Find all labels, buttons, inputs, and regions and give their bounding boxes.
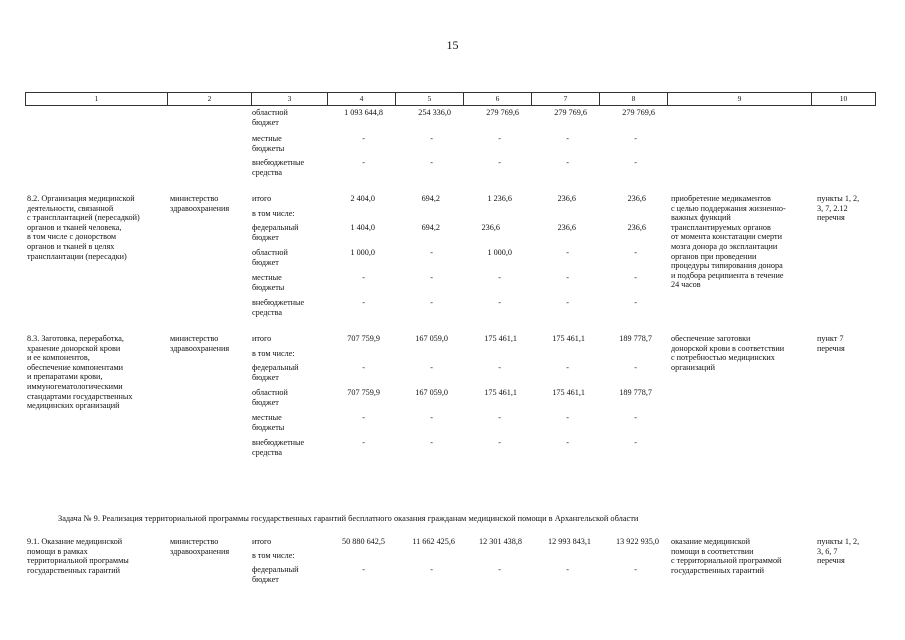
column-header-table: [25, 92, 876, 106]
budget-label: итого: [252, 194, 272, 203]
value-cell: 1 236,6: [487, 194, 512, 203]
value-cell: -: [362, 438, 365, 447]
value-cell: -: [430, 134, 433, 143]
value-cell: -: [634, 158, 637, 167]
value-cell: 254 336,0: [418, 108, 451, 117]
column-number: 5: [396, 93, 464, 106]
value-cell: 2 404,0: [350, 194, 375, 203]
value-cell: 236,6: [481, 223, 500, 232]
value-cell: -: [430, 438, 433, 447]
value-cell: -: [430, 413, 433, 422]
list-points: пункты 1, 2, 3, 7, 2.12 перечня: [817, 194, 860, 223]
value-cell: 13 922 935,0: [616, 537, 659, 546]
budget-label: итого: [252, 537, 272, 546]
value-cell: -: [430, 363, 433, 372]
value-cell: -: [498, 565, 501, 574]
budget-label: федеральный бюджет: [252, 565, 299, 584]
page-number: 15: [446, 38, 459, 52]
value-cell: 167 059,0: [415, 388, 448, 397]
value-cell: -: [498, 298, 501, 307]
value-cell: -: [566, 438, 569, 447]
value-cell: 175 461,1: [552, 388, 585, 397]
value-cell: 12 301 438,8: [479, 537, 522, 546]
budget-label: областной бюджет: [252, 388, 288, 407]
budget-label: итого: [252, 334, 272, 343]
value-cell: 236,6: [557, 223, 576, 232]
value-cell: -: [634, 134, 637, 143]
value-cell: -: [634, 363, 637, 372]
column-number: 6: [464, 93, 532, 106]
value-cell: -: [362, 565, 365, 574]
value-cell: -: [566, 413, 569, 422]
executor: министерство здравоохранения: [170, 537, 230, 556]
value-cell: 236,6: [557, 194, 576, 203]
budget-label: внебюджетные средства: [252, 158, 305, 177]
executor: министерство здравоохранения: [170, 334, 230, 353]
executor: министерство здравоохранения: [170, 194, 230, 213]
value-cell: 175 461,1: [484, 334, 517, 343]
list-points: пункт 7 перечня: [817, 334, 845, 353]
value-cell: -: [498, 363, 501, 372]
column-number: 3: [252, 93, 328, 106]
value-cell: -: [362, 273, 365, 282]
value-cell: -: [566, 298, 569, 307]
column-number: 2: [168, 93, 252, 106]
budget-label: в том числе:: [252, 551, 295, 560]
budget-label: федеральный бюджет: [252, 223, 299, 242]
value-cell: -: [498, 158, 501, 167]
column-number: 8: [600, 93, 668, 106]
value-cell: -: [634, 413, 637, 422]
value-cell: -: [362, 298, 365, 307]
value-cell: -: [498, 273, 501, 282]
value-cell: 236,6: [627, 194, 646, 203]
value-cell: -: [566, 273, 569, 282]
column-number: 10: [812, 93, 876, 106]
value-cell: 279 769,6: [554, 108, 587, 117]
value-cell: 707 759,9: [347, 388, 380, 397]
value-cell: 167 059,0: [415, 334, 448, 343]
value-cell: -: [566, 248, 569, 257]
value-cell: -: [566, 134, 569, 143]
expected-result: приобретение медикаментов с целью поддержания жизненно- важных функций трансплантируемых органов от момента констатации смерти мозга донора до эксплантации органов при проведении процедуры типирования донора и подбора реципиента в течение 24 часов: [671, 194, 786, 290]
task-heading: Задача № 9. Реализация территориальной программы государственных гарантий бесплатного оказания гражданам медицинской помощи в Архангельской области: [58, 514, 639, 523]
value-cell: 189 778,7: [619, 388, 652, 397]
value-cell: -: [430, 248, 433, 257]
value-cell: 1 093 644,8: [344, 108, 383, 117]
value-cell: -: [498, 438, 501, 447]
value-cell: -: [634, 248, 637, 257]
value-cell: 1 404,0: [350, 223, 375, 232]
value-cell: -: [362, 158, 365, 167]
expected-result: оказание медицинской помощи в соответствии с территориальной программой государственных гарантий: [671, 537, 782, 575]
column-number: 9: [668, 93, 812, 106]
value-cell: 11 662 425,6: [412, 537, 455, 546]
value-cell: -: [566, 363, 569, 372]
value-cell: -: [498, 413, 501, 422]
value-cell: 175 461,1: [552, 334, 585, 343]
budget-label: внебюджетные средства: [252, 298, 305, 317]
value-cell: 694,2: [421, 194, 440, 203]
value-cell: 279 769,6: [622, 108, 655, 117]
value-cell: 12 993 843,1: [548, 537, 591, 546]
value-cell: 1 000,0: [350, 248, 375, 257]
value-cell: -: [566, 158, 569, 167]
value-cell: 189 778,7: [619, 334, 652, 343]
value-cell: -: [634, 273, 637, 282]
column-number: 7: [532, 93, 600, 106]
value-cell: -: [430, 298, 433, 307]
value-cell: 175 461,1: [484, 388, 517, 397]
list-points: пункты 1, 2, 3, 6, 7 перечня: [817, 537, 860, 566]
value-cell: -: [430, 565, 433, 574]
expected-result: обеспечение заготовки донорской крови в соответствии с потребностью медицинских организаций: [671, 334, 785, 372]
value-cell: -: [362, 363, 365, 372]
value-cell: -: [362, 413, 365, 422]
budget-label: местные бюджеты: [252, 273, 285, 292]
value-cell: 50 880 642,5: [342, 537, 385, 546]
value-cell: 707 759,9: [347, 334, 380, 343]
budget-label: внебюджетные средства: [252, 438, 305, 457]
column-number: 4: [328, 93, 396, 106]
value-cell: 236,6: [627, 223, 646, 232]
value-cell: -: [430, 158, 433, 167]
item-title: 9.1. Оказание медицинской помощи в рамках территориальной программы государственных гарантий: [27, 537, 129, 575]
value-cell: -: [634, 298, 637, 307]
value-cell: -: [498, 134, 501, 143]
budget-label: областной бюджет: [252, 248, 288, 267]
value-cell: -: [634, 565, 637, 574]
budget-label: местные бюджеты: [252, 413, 285, 432]
value-cell: -: [362, 134, 365, 143]
budget-label: местные бюджеты: [252, 134, 285, 153]
value-cell: -: [566, 565, 569, 574]
value-cell: 694,2: [421, 223, 440, 232]
budget-label: областной бюджет: [252, 108, 288, 127]
value-cell: -: [634, 438, 637, 447]
column-number: 1: [26, 93, 168, 106]
value-cell: 1 000,0: [487, 248, 512, 257]
value-cell: 279 769,6: [486, 108, 519, 117]
budget-label: в том числе:: [252, 349, 295, 358]
budget-label: в том числе:: [252, 209, 295, 218]
item-title: 8.2. Организация медицинской деятельности, связанной с трансплантацией (пересадкой) органов и тканей человека, в том числе с донорством органов и тканей в целях трансплантации (пересадки): [27, 194, 140, 261]
value-cell: -: [430, 273, 433, 282]
budget-label: федеральный бюджет: [252, 363, 299, 382]
item-title: 8.3. Заготовка, переработка, хранение донорской крови и ее компонентов, обеспечение компонентами и препаратами крови, иммуногематологическими стандартами государственных медицинских организаций: [27, 334, 133, 411]
